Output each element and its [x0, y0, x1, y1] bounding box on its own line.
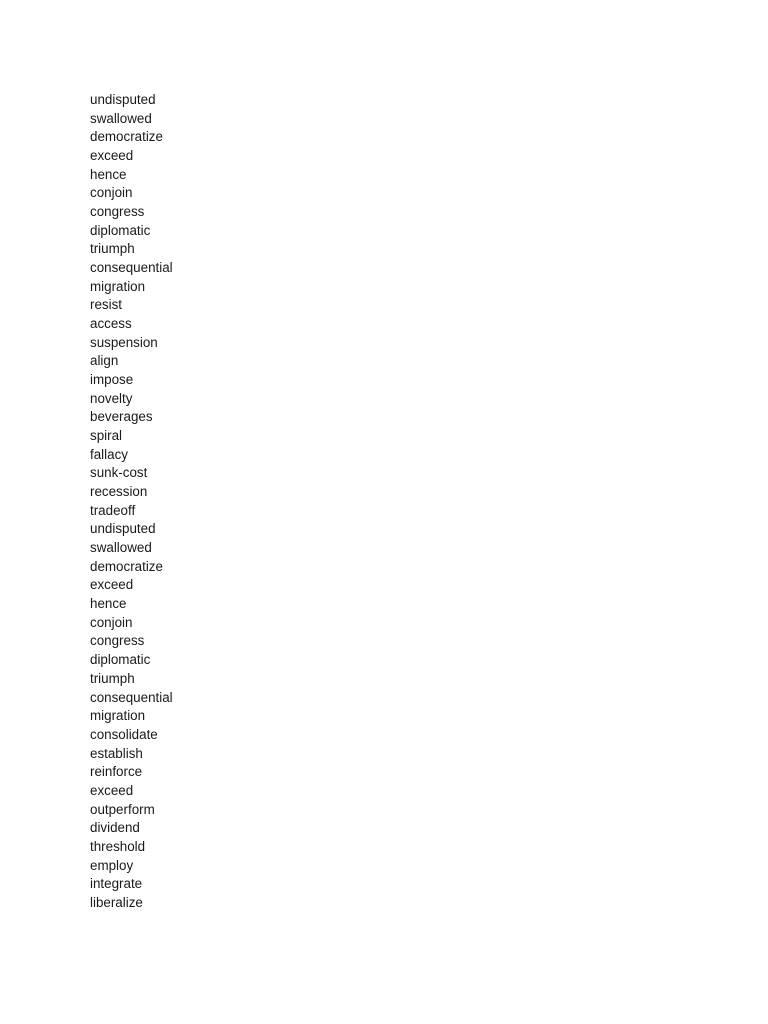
word-list-item: undisputed	[90, 521, 156, 537]
word-list-item: migration	[90, 278, 146, 294]
word-list-item: exceed	[90, 148, 134, 164]
word-list-item: integrate	[90, 876, 143, 892]
word-list-item: tradeoff	[90, 502, 136, 518]
word-list-item: consequential	[90, 260, 173, 276]
word-list-item: triumph	[90, 241, 135, 257]
word-list-item: align	[90, 353, 119, 369]
word-list-item: hence	[90, 166, 127, 182]
word-list-item: threshold	[90, 838, 146, 854]
word-list-item: triumph	[90, 670, 135, 686]
word-list-item: conjoin	[90, 614, 133, 630]
word-list-item: exceed	[90, 577, 134, 593]
word-list-item: democratize	[90, 558, 163, 574]
word-list-item: consequential	[90, 689, 173, 705]
word-list-item: dividend	[90, 820, 140, 836]
word-list-item: employ	[90, 857, 134, 873]
word-list-item: democratize	[90, 129, 163, 145]
word-list-item: suspension	[90, 334, 158, 350]
word-list-item: hence	[90, 596, 127, 612]
word-list-item: exceed	[90, 782, 134, 798]
word-list-item: impose	[90, 372, 134, 388]
word-list-item: fallacy	[90, 446, 128, 462]
word-list-item: reinforce	[90, 764, 143, 780]
word-list-item: diplomatic	[90, 652, 151, 668]
word-list-item: beverages	[90, 409, 153, 425]
word-list-item: spiral	[90, 428, 122, 444]
word-list-item: undisputed	[90, 92, 156, 107]
word-list	[90, 91, 173, 913]
word-list-item: migration	[90, 708, 146, 724]
word-list-item: diplomatic	[90, 222, 151, 238]
word-list-item: novelty	[90, 390, 133, 406]
word-list-item: resist	[90, 297, 122, 313]
word-list-item: outperform	[90, 801, 155, 817]
word-list-item: sunk-cost	[90, 465, 148, 481]
word-list-item: swallowed	[90, 110, 152, 126]
word-list-item: establish	[90, 745, 143, 761]
word-list-item: swallowed	[90, 540, 152, 556]
word-list-item: recession	[90, 484, 148, 500]
word-list-item: congress	[90, 204, 145, 220]
word-list-item: consolidate	[90, 726, 158, 742]
word-list-item: conjoin	[90, 185, 133, 201]
word-list-item: liberalize	[90, 894, 143, 910]
word-list-item: access	[90, 316, 132, 332]
word-list-item: congress	[90, 633, 145, 649]
